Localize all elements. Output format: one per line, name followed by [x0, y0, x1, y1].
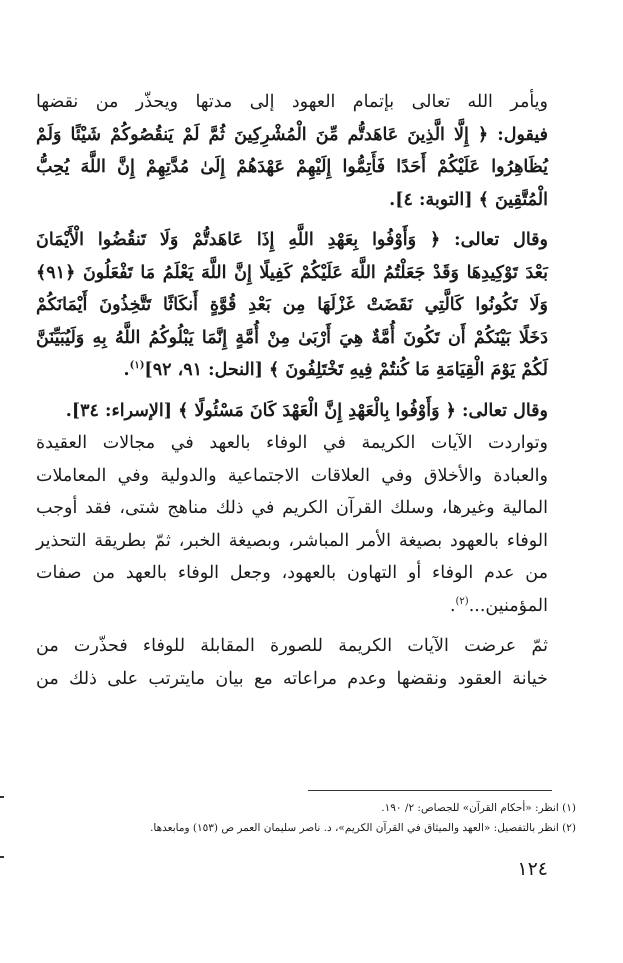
paragraph-1: [36, 86, 576, 216]
paragraph-line: ويأمر الله تعالى بإتمام العهود إلى مدتها ويحذّر من نقضها: [36, 92, 548, 112]
margin-mark: [0, 856, 4, 858]
quran-verse-line: وقال تعالى: ﴿ وَأَوْفُوا بِعَهْدِ اللَّهِ إِذَا عَاهَدتُّمْ وَلَا تَنقُضُوا الْأَيْمَانَ: [36, 230, 548, 250]
paragraph-line: والعبادة والأخلاق وفي العلاقات الاجتماعية والدولية وفي المعاملات: [36, 465, 548, 486]
quran-verse-line: يُظَاهِرُوا عَلَيْكُمْ أَحَدًا فَأَتِمُّوا إِلَيْهِمْ عَهْدَهُمْ إِلَىٰ مُدَّتِهِمْ إِنَّ اللَّهَ يُحِبُّ: [36, 157, 548, 177]
quran-verse-line: وقال تعالى: ﴿ وَأَوْفُوا بِالْعَهْدِ إِنَّ الْعَهْدَ كَانَ مَسْئُولًا ﴾ [الإسراء: ٣٤].: [65, 400, 548, 421]
footnote-divider: [308, 790, 552, 791]
verse-text: لَكُمْ يَوْمَ الْقِيَامَةِ مَا كُنتُمْ فِيهِ تَخْتَلِفُونَ ﴾ [النحل: ٩١، ٩٢]: [144, 360, 548, 380]
paragraph-5: [36, 630, 576, 695]
quran-verse-line: الْمُتَّقِينَ ﴾ [التوبة: ٤].: [389, 189, 548, 210]
paragraph-line: من عدم الوفاء أو التهاون بالعهود، وجعل الوفاء بالعهد من صفات: [36, 563, 548, 583]
paragraph-line: ثمّ عرضت الآيات الكريمة للصورة المقابلة للوفاء فحذّرت من: [36, 636, 548, 656]
quran-verse-line: بَعْدَ تَوْكِيدِهَا وَقَدْ جَعَلْتُمُ اللَّهَ عَلَيْكُمْ كَفِيلًا إِنَّ اللَّهَ يَعْلَمُ مَا تَفْعَلُونَ ﴿٩١﴾: [36, 262, 548, 283]
paragraph-4: [36, 427, 576, 622]
footnote-2: (٢) انظر بالتفصيل: «العهد والميثاق في القرآن الكريم»، د. ناصر سليمان العمر ص (١٥٣) ومابعدها.: [150, 822, 576, 834]
paragraph-line: وتواردت الآيات الكريمة في الوفاء بالعهد في مجالات العقيدة: [36, 433, 548, 453]
paragraph-2: [36, 224, 576, 387]
paragraph-3: [36, 395, 576, 428]
quran-verse-line: وَلَا تَكُونُوا كَالَّتِي نَقَضَتْ غَزْلَهَا مِن بَعْدِ قُوَّةٍ أَنكَاثًا تَتَّخِذُونَ أَيْمَانَكُمْ: [36, 295, 548, 315]
footnotes: [36, 798, 576, 838]
footnote-ref-2: (٢): [455, 595, 469, 607]
paragraph-line: المؤمنين...$^{(٢)}$.: [449, 595, 548, 616]
quran-verse-line: لَكُمْ يَوْمَ الْقِيَامَةِ مَا كُنتُمْ فِيهِ تَخْتَلِفُونَ ﴾ [النحل: ٩١، ٩٢]$^{(١)}$.: [123, 360, 548, 380]
quran-verse-line: دَخَلًا بَيْنَكُمْ أَن تَكُونَ أُمَّةٌ هِيَ أَرْبَىٰ مِنْ أُمَّةٍ إِنَّمَا يَبْلُوكُمُ اللَّهُ بِهِ وَلَيُبَيِّنَنَّ: [36, 327, 548, 348]
line-text: المؤمنين...: [468, 595, 548, 616]
quran-verse-line: فيقول: ﴿ إِلَّا الَّذِينَ عَاهَدتُّم مِّنَ الْمُشْرِكِينَ ثُمَّ لَمْ يَنقُصُوكُمْ شَيْئًا وَلَمْ: [36, 124, 548, 145]
footnote-1: (١) انظر: «أحكام القرآن» للجصاص: ٢/ ١٩٠.: [381, 802, 576, 814]
main-text: [36, 86, 576, 695]
paragraph-line: المالية وغيرها، وسلك القرآن الكريم في ذلك مناهج شتى، فقد أوجب: [36, 498, 548, 518]
page-number: ١٢٤: [517, 858, 548, 880]
paragraph-line: الوفاء بالعهود بصيغة الأمر المباشر، وبصيغة الخبر، ثمّ بطريقة التحذير: [36, 530, 548, 551]
paragraph-line: خيانة العقود ونقضها وعدم مراعاته مع بيان مايترتب على ذلك من: [36, 668, 548, 689]
margin-mark: [0, 796, 4, 798]
footnote-ref-1: (١): [129, 360, 145, 372]
